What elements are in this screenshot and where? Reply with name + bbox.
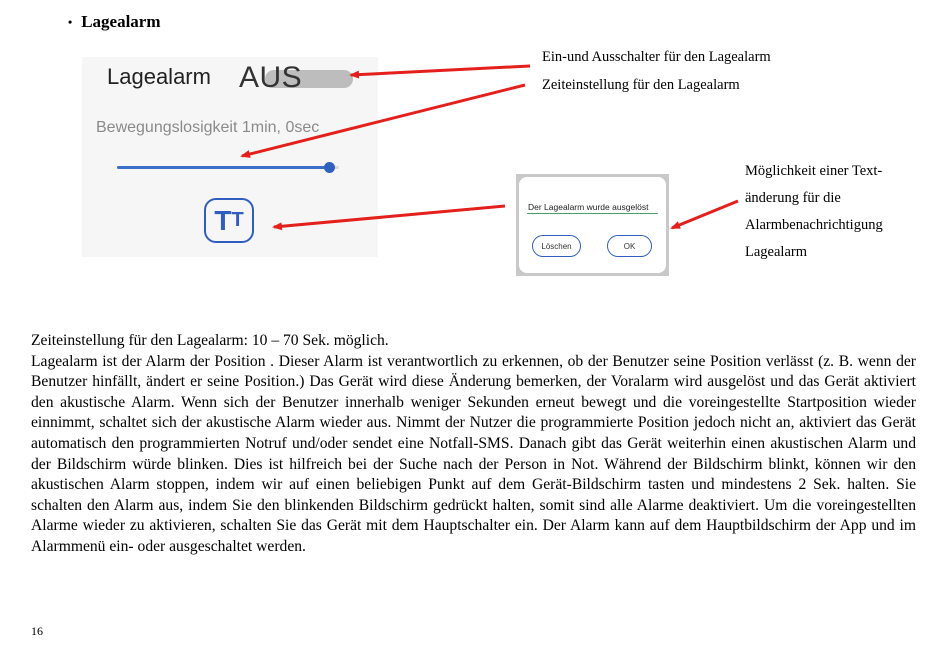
text-format-small-t: T [231,209,244,231]
delete-button[interactable]: Löschen [532,235,581,257]
arrow-to-slider [242,85,525,156]
text-format-big-t: T [214,204,232,236]
annotation-text-line: Lagealarm [745,244,807,260]
arrow-to-text-format [274,206,505,227]
section-title: Lagealarm [81,12,161,31]
page-number: 16 [31,624,43,638]
dialog-message: Der Lagealarm wurde ausgelöst [528,202,649,212]
description-paragraph: Lagealarm ist der Alarm der Position . Dieser Alarm ist verantwortlich zu erkennen, ob der Benutzer seine Position verlässt (z. B. wenn der Benutzer hinfällt, ändert er seine Position.) Das Gerät wird diese Änderung bemerken, der Voralarm wird ausgelöst und das Gerät aktiviert den akustische Alarm. Wenn sich der Benutzer innerhalb weniger Sekunden erneut bewegt und die voreingestellte Startposition wieder einnimmt, schaltet sich der akustische Alarm wieder aus. Nimmt der Nutzer die programmierte Position jedoch nicht an, aktiviert das Gerät automatisch den programmierten Notruf und/oder sendet eine Notfall-SMS. Danach gibt das Gerät weiterhin einen akustischen Alarm und der Bildschirm würde blinken. Dies ist hilfreich bei der Suche nach der Person in Not. Während der Bildschirm blinkt, können wir den akustischen Alarm stoppen, indem wir auf einen beliebigen Punkt auf dem Gerät-Bildschirm tasten und mindestens 2 Sek. halten. Sie schalten den Alarm aus, indem Sie den blinkenden Bildschirm gedrückt halten, somit sind alle Alarme deaktiviert. Um die voreingestellten Alarme wieder zu aktivieren, schalten Sie das Gerät mit dem Hauptschalter ein. Der Alarm kann auf dem Hauptbildschirm der App und im Alarmmenü ein- oder ausgeschaltet werden. [31,352,916,555]
motionless-duration-label: Bewegungslosigkeit 1min, 0sec [96,119,320,136]
annotation-text-line: änderung für die [745,190,841,206]
body-text [31,331,916,558]
annotation-switch: Ein-und Ausschalter für den Lagealarm [542,49,771,65]
time-setting-line: Zeiteinstellung für den Lagealarm: 10 – 70 Sek. möglich. [31,332,389,349]
annotation-text-line: Alarmbenachrichtigung [745,217,883,233]
annotation-text-line: Möglichkeit einer Text- [745,163,883,179]
annotation-time: Zeiteinstellung für den Lagealarm [542,77,740,93]
bullet: • [68,14,73,29]
ok-button[interactable]: OK [607,235,652,257]
arrow-to-switch [351,66,530,75]
arrow-to-dialog [672,201,738,228]
panel-title: Lagealarm [107,64,211,89]
toggle-switch-label[interactable]: AUS [239,61,303,94]
